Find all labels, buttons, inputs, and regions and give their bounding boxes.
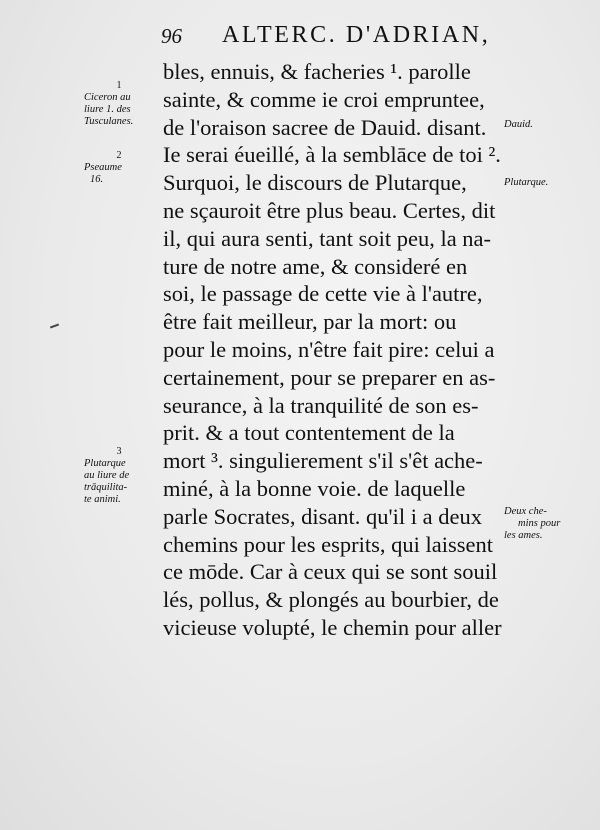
- text-line: prit. & a tout contentement de la: [163, 420, 455, 446]
- text-line: pour le moins, n'être fait pire: celui a: [163, 336, 495, 362]
- margin-note-plutarque: [84, 446, 162, 506]
- text-line: ture de notre ame, & consideré en: [163, 253, 468, 279]
- text-line: seurance, à la tranquilité de son es-: [163, 392, 479, 418]
- margin-note-deux-chemins: [504, 506, 596, 542]
- text-line: de l'oraison sacree de Dauid. disant.: [163, 114, 487, 140]
- text-line: parle Socrates, disant. qu'il i a deux: [163, 503, 482, 529]
- text-line: mort ³. singulierement s'il s'êt ache-: [163, 448, 483, 474]
- text-line: lés, pollus, & plongés au bourbier, de: [163, 587, 499, 613]
- note-number: 3: [116, 446, 122, 457]
- margin-note-line: Plutarque: [84, 458, 126, 469]
- margin-note-line: trāquilita-: [84, 482, 128, 493]
- text-line: vicieuse volupté, le chemin pour aller: [163, 614, 502, 640]
- text-line: ne sçauroit être plus beau. Certes, dit: [163, 197, 496, 223]
- text-line: il, qui aura senti, tant soit peu, la na-: [163, 225, 492, 251]
- text-line: bles, ennuis, & facheries ¹. parolle: [163, 59, 471, 84]
- text-line: soi, le passage de cette vie à l'autre,: [163, 281, 483, 307]
- margin-note-line: Dauid.: [504, 119, 533, 130]
- page-number: 96: [161, 24, 182, 48]
- text-line: ce mōde. Car à ceux qui se sont souil: [163, 559, 498, 585]
- margin-note-line: te animi.: [84, 494, 121, 505]
- margin-note-ciceron: [84, 80, 162, 128]
- text-line: Surquoi, le discours de Plutarque,: [163, 170, 467, 196]
- margin-note-line: Deux che-: [504, 506, 547, 517]
- margin-note-line: mins pour: [518, 518, 561, 529]
- margin-note-line: 16.: [90, 174, 104, 185]
- text-line: chemins pour les esprits, qui laissent: [163, 531, 493, 557]
- margin-note-line: Tusculanes.: [84, 116, 134, 127]
- text-line: sainte, & comme ie croi empruntee,: [163, 86, 485, 112]
- text-line: miné, à la bonne voie. de laquelle: [163, 475, 466, 501]
- margin-note-line: Pseaume: [84, 162, 122, 173]
- text-line: être fait meilleur, par la mort: ou: [163, 309, 457, 335]
- margin-note-line: les ames.: [504, 530, 543, 541]
- margin-note-line: Ciceron au: [84, 92, 131, 103]
- margin-note-line: au liure de: [84, 470, 130, 481]
- ink-mark: [50, 324, 59, 329]
- note-number: 2: [116, 150, 122, 161]
- running-head: ALTERC. D'ADRIAN,: [222, 22, 491, 48]
- margin-note-pseaume: [84, 150, 162, 186]
- note-number: 1: [116, 80, 122, 91]
- margin-note-plutarque-right: [504, 177, 596, 189]
- margin-note-line: Plutarque.: [504, 177, 549, 188]
- body-text: [163, 58, 508, 642]
- text-line: certainement, pour se preparer en as-: [163, 364, 496, 390]
- text-line: Ie serai éueillé, à la semblāce de toi ².: [163, 142, 501, 168]
- margin-note-line: liure 1. des: [84, 104, 131, 115]
- margin-note-dauid: [504, 119, 596, 131]
